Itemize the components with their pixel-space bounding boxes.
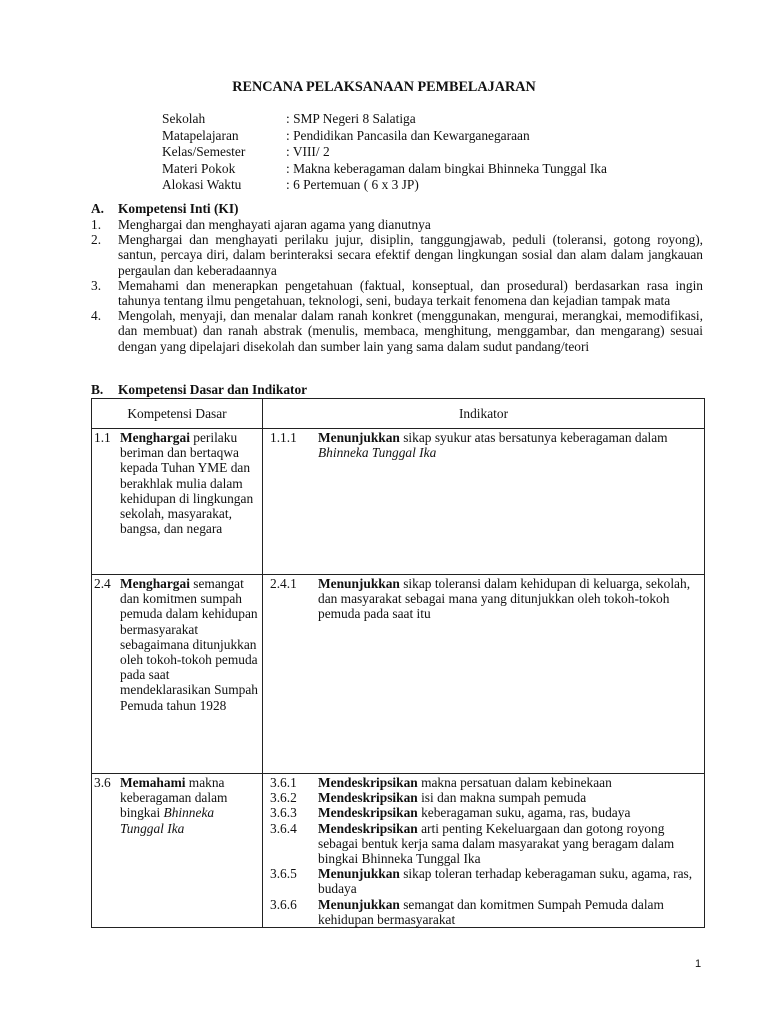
indicator-item bbox=[263, 866, 704, 896]
section-title: Kompetensi Dasar dan Indikator bbox=[118, 382, 308, 397]
list-item bbox=[91, 217, 703, 232]
column-header-kd: Kompetensi Dasar bbox=[92, 399, 263, 429]
indicator-item bbox=[263, 897, 704, 927]
indicator-text: makna persatuan dalam kebinekaan bbox=[417, 775, 612, 790]
table-row bbox=[92, 774, 705, 928]
indicator-text: arti penting Kekeluargaan dan gotong royong sebagai bentuk kerja sama dalam masyarakat yang beragam dalam bingkai Bhinneka Tunggal Ika bbox=[318, 820, 675, 867]
meta-value: : Pendidikan Pancasila dan Kewarganegaraan bbox=[286, 127, 530, 143]
indicator-number: 3.6.6 bbox=[270, 896, 297, 912]
meta-key: Materi Pokok bbox=[162, 160, 236, 176]
kd-cell bbox=[92, 575, 263, 774]
item-text: Mengolah, menyaji, dan menalar dalam ranah konkret (menggunakan, mengurai, merangkai, memodifikasi, dan membuat) dan ranah abstrak (menulis, membaca, menghitung, menggambar, dan mengarang) sesuai dengan yang dipelajari disekolah dan sumber lain yang sama dalam sudut pandang/teori bbox=[118, 308, 703, 354]
kd-verb: Memahami bbox=[120, 775, 186, 790]
kd-cell bbox=[92, 429, 263, 575]
meta-key: Alokasi Waktu bbox=[162, 177, 242, 192]
meta-value: : Makna keberagaman dalam bingkai Bhinneka Tunggal Ika bbox=[286, 160, 607, 176]
item-number: 1. bbox=[91, 217, 102, 232]
list-item bbox=[91, 278, 703, 308]
indicator-number: 3.6.5 bbox=[270, 866, 297, 882]
item-text: Menghargai dan menghayati perilaku jujur, disiplin, tanggungjawab, peduli (toleransi, gotong royong), santun, percaya diri, dalam berinteraksi secara efektif dengan lingkungan sosial dan alam dalam jangkauan pergaulan dan keberadaannya bbox=[118, 232, 703, 278]
indicator-item bbox=[263, 775, 704, 790]
item-text: Menghargai dan menghayati ajaran agama yang dianutnya bbox=[118, 217, 431, 232]
meta-row-subject bbox=[162, 128, 607, 145]
item-number: 3. bbox=[91, 277, 102, 293]
kd-verb: Menghargai bbox=[120, 430, 190, 445]
item-text: Memahami dan menerapkan pengetahuan (faktual, konseptual, dan prosedural) berdasarkan rasa ingin tahunya tentang ilmu pengetahuan, teknologi, seni, budaya terkait fenomena dan kejadian tampak mata bbox=[118, 277, 703, 309]
table-row bbox=[92, 575, 705, 774]
indicator-text: keberagaman suku, agama, ras, budaya bbox=[417, 805, 631, 821]
indicator-verb: Menunjukkan bbox=[318, 866, 400, 882]
indicator-italic: Bhinneka Tunggal Ika bbox=[318, 445, 437, 461]
indicator-verb: Mendeskripsikan bbox=[318, 820, 418, 836]
section-b-heading bbox=[91, 382, 307, 398]
meta-row-class bbox=[162, 144, 607, 161]
item-number: 2. bbox=[91, 232, 102, 248]
kd-text: semangat dan komitmen sumpah pemuda dalam kehidupan bermasyarakat sebagaimana ditunjukkan oleh tokoh-tokoh pemuda pada saat mendeklarasikan Sumpah Pemuda tahun 1928 bbox=[120, 576, 258, 713]
kd-number: 1.1 bbox=[94, 430, 111, 445]
indicator-cell bbox=[263, 575, 705, 774]
indicator-text: semangat dan komitmen Sumpah Pemuda dalam kehidupan bermasyarakat bbox=[318, 896, 664, 927]
indicator-cell bbox=[263, 429, 705, 575]
kd-italic: Bhinneka Tunggal Ika bbox=[120, 805, 215, 836]
meta-row-topic bbox=[162, 161, 607, 178]
indicator-number: 1.1.1 bbox=[270, 430, 297, 445]
item-number: 4. bbox=[91, 308, 102, 324]
competency-table bbox=[91, 398, 705, 928]
indicator-number: 2.4.1 bbox=[270, 576, 297, 591]
indicator-item bbox=[263, 805, 704, 820]
indicator-verb: Menunjukkan bbox=[318, 576, 400, 591]
indicator-item bbox=[263, 821, 704, 867]
document-title: RENCANA PELAKSANAAN PEMBELAJARAN bbox=[232, 79, 536, 95]
indicator-number: 3.6.4 bbox=[270, 820, 297, 836]
indicator-cell bbox=[263, 774, 705, 928]
indicator-number: 3.6.3 bbox=[270, 805, 297, 821]
meta-key: Matapelajaran bbox=[162, 127, 239, 143]
indicator-number: 3.6.1 bbox=[270, 775, 297, 790]
column-header-indicator: Indikator bbox=[263, 399, 705, 429]
indicator-verb: Menunjukkan bbox=[318, 896, 400, 912]
indicator-item bbox=[263, 576, 704, 622]
section-core-competencies bbox=[91, 201, 703, 354]
kd-text: perilaku beriman dan bertaqwa kepada Tuhan YME dan berakhlak mulia dalam kehidupan di lingkungan sekolah, masyarakat, bangsa, dan negara bbox=[120, 430, 254, 537]
meta-value: : 6 Pertemuan ( 6 x 3 JP) bbox=[286, 177, 419, 192]
indicator-text: isi dan makna sumpah pemuda bbox=[417, 790, 587, 806]
indicator-verb: Mendeskripsikan bbox=[318, 790, 418, 806]
indicator-text: sikap syukur atas bersatunya keberagaman dalam bbox=[399, 430, 668, 445]
indicator-text: sikap toleransi dalam kehidupan di keluarga, sekolah, dan masyarakat sebagai mana yang ditunjukkan oleh tokoh-tokoh pemuda pada saat itu bbox=[318, 576, 691, 622]
meta-value: : VIII/ 2 bbox=[286, 144, 330, 159]
table-row bbox=[92, 429, 705, 575]
indicator-verb: Mendeskripsikan bbox=[318, 775, 418, 790]
kd-number: 2.4 bbox=[94, 576, 111, 591]
section-a-heading bbox=[91, 201, 703, 217]
section-title: Kompetensi Inti (KI) bbox=[118, 201, 239, 216]
meta-value: : SMP Negeri 8 Salatiga bbox=[286, 111, 416, 126]
indicator-verb: Menunjukkan bbox=[318, 430, 400, 445]
meta-key: Kelas/Semester bbox=[162, 144, 246, 159]
meta-row-school bbox=[162, 111, 607, 128]
indicator-item bbox=[263, 430, 704, 460]
indicator-verb: Mendeskripsikan bbox=[318, 805, 418, 821]
list-item bbox=[91, 308, 703, 354]
indicator-item bbox=[263, 790, 704, 805]
kd-text: makna keberagaman dalam bingkai bbox=[120, 775, 228, 821]
kd-number: 3.6 bbox=[94, 775, 111, 790]
meta-row-time bbox=[162, 177, 607, 194]
kd-verb: Menghargai bbox=[120, 576, 190, 591]
indicator-number: 3.6.2 bbox=[270, 790, 297, 806]
indicator-text: sikap toleran terhadap keberagaman suku, agama, ras, budaya bbox=[318, 866, 693, 897]
identity-block bbox=[162, 111, 607, 194]
section-letter: A. bbox=[91, 201, 105, 216]
section-letter: B. bbox=[91, 382, 104, 397]
kd-cell bbox=[92, 774, 263, 928]
table-header-row bbox=[92, 399, 705, 429]
list-item bbox=[91, 232, 703, 278]
page-number: 1 bbox=[695, 958, 702, 970]
ki-list bbox=[91, 217, 703, 354]
meta-key: Sekolah bbox=[162, 111, 206, 126]
